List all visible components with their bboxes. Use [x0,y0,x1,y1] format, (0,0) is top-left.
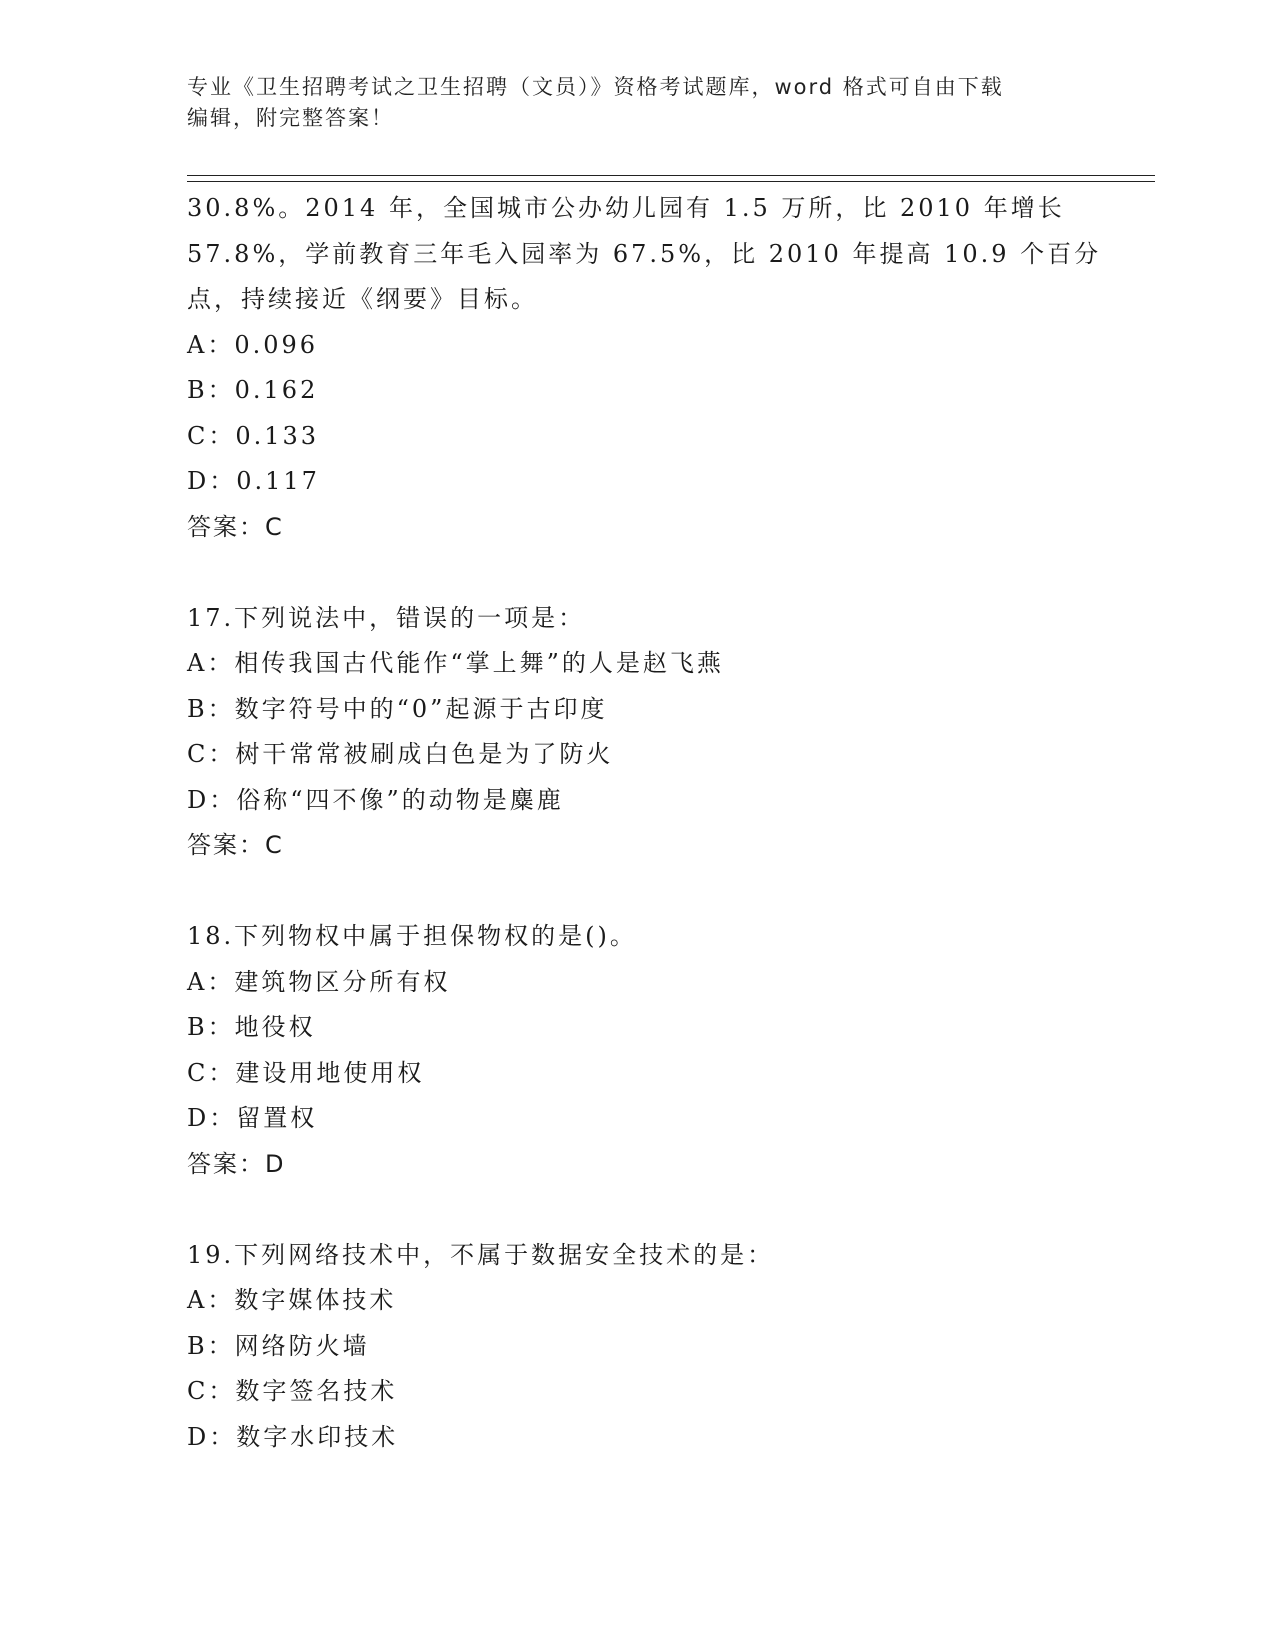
option-a: A：0.096 [187,330,319,359]
option-a: A：数字媒体技术 [187,1286,397,1314]
spacer [187,550,1087,596]
option-b: B：地役权 [187,1013,316,1041]
answer-label: 答案：C [187,512,284,541]
header-divider-bottom [187,181,1155,182]
option-d: D：俗称“四不像”的动物是麋鹿 [187,785,564,814]
option-d: D：0.117 [187,467,320,495]
option-d: D：留置权 [187,1104,318,1132]
answer-label: 答案：C [187,831,284,859]
question-text-line: 30.8%。2014 年，全国城市公办幼儿园有 1.5 万所，比 2010 年增长 [187,194,1065,222]
option-d: D：数字水印技术 [187,1422,399,1451]
question-text-line: 点，持续接近《纲要》目标。 [187,285,538,313]
question-19 [187,1233,1087,1461]
answer-label: 答案：D [187,1149,286,1178]
header-line-1: 专业《卫生招聘考试之卫生招聘（文员）》资格考试题库，word 格式可自由下载 [187,75,1004,99]
header-divider-top [187,175,1155,176]
option-c: C：树干常常被刷成白色是为了防火 [187,740,614,768]
option-b: B：数字符号中的“0”起源于古印度 [187,694,608,723]
option-c: C：0.133 [187,421,320,450]
question-text: 19.下列网络技术中，不属于数据安全技术的是： [187,1240,775,1269]
spacer [187,1187,1087,1233]
question-17 [187,596,1087,869]
option-b: B：网络防火墙 [187,1331,370,1360]
document-header [187,72,1067,134]
option-a: A：相传我国古代能作“掌上舞”的人是赵飞燕 [187,649,724,677]
question-18 [187,914,1087,1187]
question-text: 18.下列物权中属于担保物权的是()。 [187,922,637,950]
option-b: B：0.162 [187,376,319,404]
question-text: 17.下列说法中，错误的一项是： [187,603,586,632]
question-16 [187,186,1102,550]
question-text-line: 57.8%，学前教育三年毛入园率为 67.5%，比 2010 年提高 10.9 个百分 [187,239,1102,268]
spacer [187,869,1087,915]
question-content [187,186,1102,1460]
option-a: A：建筑物区分所有权 [187,967,451,996]
option-c: C：数字签名技术 [187,1377,398,1405]
option-c: C：建设用地使用权 [187,1058,425,1087]
header-line-2: 编辑，附完整答案！ [187,106,394,130]
